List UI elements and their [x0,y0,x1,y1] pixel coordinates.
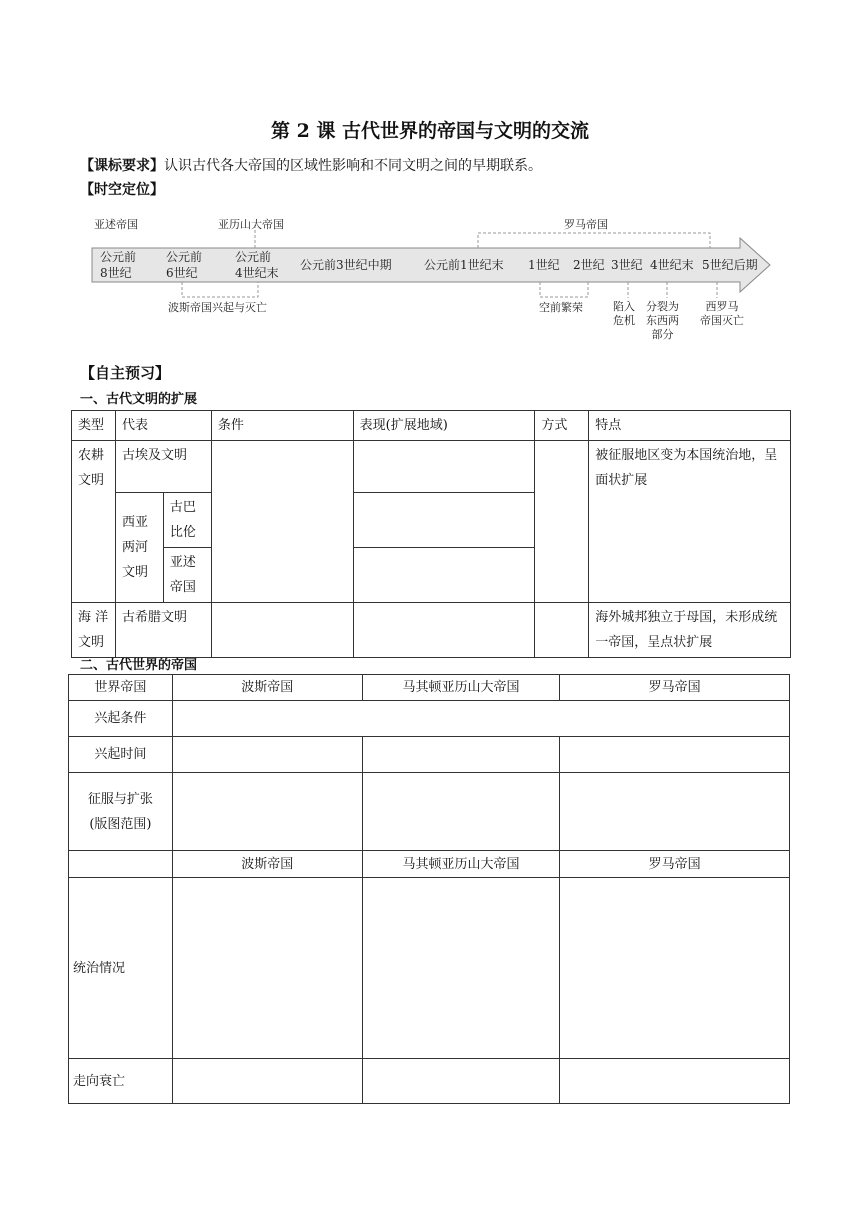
rule-cell [560,878,790,1059]
greece-cell: 古希腊文明 [115,603,211,658]
timeline-below-fall: 西罗马 帝国灭亡 [700,300,744,327]
agri-condition-cell [211,441,353,603]
timeline-below-persia: 波斯帝国兴起与灭亡 [168,301,267,314]
empire-header-label: 世界帝国 [69,675,173,701]
time-cell [362,737,560,773]
empire-header: 马其顿亚历山大帝国 [362,675,560,701]
section2-heading: 二、古代世界的帝国 [80,658,198,673]
table-header: 表现(扩展地域) [353,411,535,441]
row-label-time: 兴起时间 [69,737,173,773]
timeline-item: 4世纪末 [650,258,694,272]
table-header: 代表 [115,411,211,441]
expansion-cell [560,773,790,851]
egypt-region-cell [353,441,535,493]
timeline-item: 公元前 6世纪 [166,250,203,280]
table-header: 类型 [72,411,116,441]
condition-cell [172,701,789,737]
timeline-below-split: 分裂为 东西两 部分 [646,300,679,341]
timeline [80,208,780,358]
row-label-expansion: 征服与扩张 (版图范围) [69,773,173,851]
timeline-below-prosperity: 空前繁荣 [539,301,583,314]
section1-heading: 一、古代文明的扩展 [80,392,198,407]
ocean-method-cell [535,603,589,658]
timeline-item: 公元前 8世纪 [100,250,137,280]
requirement-text: 认识古代各大帝国的区域性影响和不同文明之间的早期联系。 [164,158,542,174]
empire-header: 罗马帝国 [560,675,790,701]
time-cell [560,737,790,773]
rule-cell [172,878,362,1059]
ocean-type-cell: 海 洋 文明 [72,603,116,658]
time-cell [172,737,362,773]
rule-cell [362,878,560,1059]
empire-table [68,674,790,1104]
table-header: 特点 [589,411,791,441]
page-title: 第 2 课 古代世界的帝国与文明的交流 [270,120,590,142]
ocean-region-cell [353,603,535,658]
assyria-cell: 亚述 帝国 [163,548,211,603]
babylon-cell: 古巴 比伦 [163,493,211,548]
blank-label-cell [69,851,173,878]
timeline-item: 1世纪 [528,258,560,272]
row-label-decline: 走向衰亡 [69,1059,173,1104]
decline-cell [172,1059,362,1104]
empire-header: 罗马帝国 [560,851,790,878]
empire-header: 马其顿亚历山大帝国 [362,851,560,878]
timeline-above-alexander: 亚历山大帝国 [218,218,284,231]
ocean-condition-cell [211,603,353,658]
timeline-item: 公元前 4世纪末 [235,250,279,280]
assyria-region-cell [353,548,535,603]
timeline-item: 公元前1世纪末 [424,258,504,272]
agri-feature-cell: 被征服地区变为本国统治地，呈面状扩展 [589,441,791,603]
expansion-cell [362,773,560,851]
babylon-region-cell [353,493,535,548]
table-header: 方式 [535,411,589,441]
egypt-cell: 古埃及文明 [115,441,211,493]
empire-header: 波斯帝国 [172,675,362,701]
preview-heading: 【自主预习】 [80,364,171,382]
timeline-item: 5世纪后期 [702,258,758,272]
row-label-rule: 统治情况 [69,878,173,1059]
decline-cell [560,1059,790,1104]
empire-header: 波斯帝国 [172,851,362,878]
agri-method-cell [535,441,589,603]
agri-type-cell: 农耕 文明 [72,441,116,603]
table-header: 条件 [211,411,353,441]
requirement-label: 【课标要求】 [80,158,164,174]
requirement-line [80,155,542,175]
ocean-feature-cell: 海外城邦独立于母国，未形成统一帝国，呈点状扩展 [589,603,791,658]
timeline-item: 2世纪 [573,258,605,272]
timeline-above-rome: 罗马帝国 [564,218,608,231]
civilization-table [71,410,791,658]
expansion-cell [172,773,362,851]
timeline-item: 3世纪 [611,258,643,272]
timeline-below-crisis: 陷入 危机 [613,300,635,327]
west-asia-cell: 西亚 两河 文明 [115,493,163,603]
decline-cell [362,1059,560,1104]
timeline-above-assyria: 亚述帝国 [94,218,138,231]
timeline-heading: 【时空定位】 [80,182,164,198]
timeline-item: 公元前3世纪中期 [300,258,392,272]
row-label-condition: 兴起条件 [69,701,173,737]
